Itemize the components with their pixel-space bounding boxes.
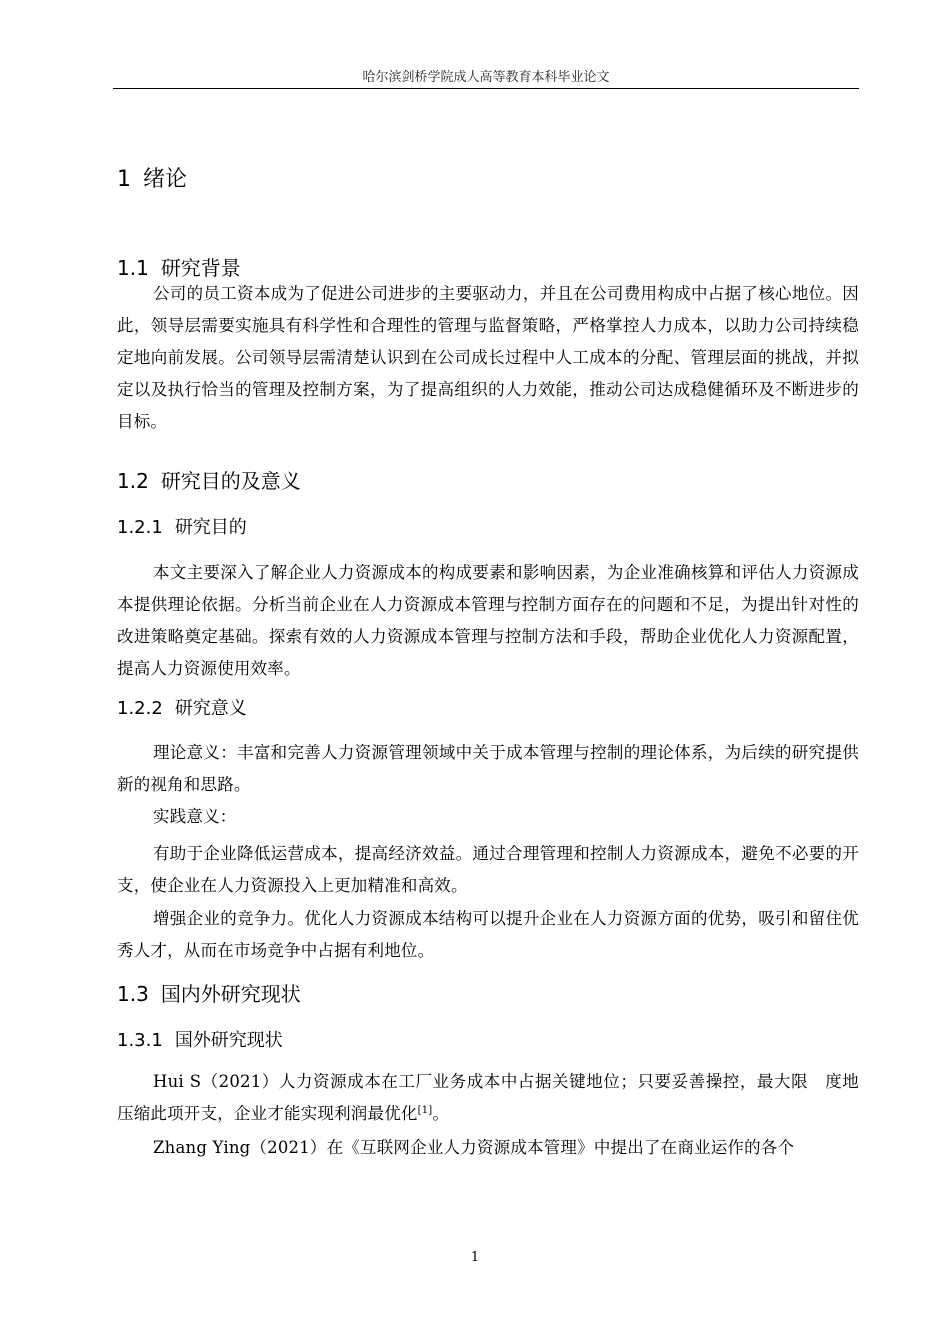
section-heading-1-3 — [117, 978, 301, 1007]
section-title: 国内外研究现状 — [160, 982, 301, 1006]
chapter-title: 绪论 — [143, 167, 188, 192]
paragraph-practice-label: 实践意义： — [153, 807, 237, 826]
section-number: 1.2 — [117, 469, 149, 493]
section-title: 研究目的及意义 — [160, 469, 301, 493]
section-title: 研究背景 — [160, 256, 241, 280]
paragraph-end: 。 — [432, 1104, 450, 1123]
citation-ref[interactable]: [1] — [417, 1105, 433, 1116]
subsection-title: 研究意义 — [174, 698, 247, 719]
paragraph-foreign-research-1 — [117, 1066, 859, 1130]
chapter-heading — [117, 162, 187, 193]
subsection-number: 1.3.1 — [117, 1030, 163, 1051]
paragraph-background: 公司的员工资本成为了促进公司进步的主要驱动力，并且在公司费用构成中占据了核心地位。因此，领导层需要实施具有科学性和合理性的管理与监督策略，严格掌控人力成本，以助力公司持续稳定地向前发展。公司领导层需清楚认识到在公司成长过程中人工成本的分配、管理层面的挑战，并拟定以及执行恰当的管理及控制方案，为了提高组织的人力效能，推动公司达成稳健循环及不断进步的目标。 — [117, 284, 859, 431]
paragraph-practice-1: 有助于企业降低运营成本，提高经济效益。通过合理管理和控制人力资源成本，避免不必要的开支，使企业在人力资源投入上更加精准和高效。 — [117, 844, 859, 895]
section-heading-1-1 — [117, 252, 241, 281]
section-heading-1-2 — [117, 465, 301, 494]
section-number: 1.3 — [117, 982, 149, 1006]
subsection-heading-1-2-1 — [117, 513, 247, 539]
page-number: 1 — [470, 1250, 480, 1265]
subsection-heading-1-2-2 — [117, 694, 247, 720]
paragraph-text: Hui S（2021）人力资源成本在工厂业务成本中占据关键地位；只要妥善操控，最大限 度地压缩此项开支，企业才能实现利润最优化 — [117, 1072, 859, 1123]
subsection-title: 研究目的 — [174, 517, 247, 538]
section-number: 1.1 — [117, 256, 149, 280]
subsection-number: 1.2.2 — [117, 698, 163, 719]
paragraph-practice-2: 增强企业的竞争力。优化人力资源成本结构可以提升企业在人力资源方面的优势，吸引和留住优秀人才，从而在市场竞争中占据有利地位。 — [117, 909, 859, 960]
chapter-number: 1 — [117, 167, 131, 192]
subsection-heading-1-3-1 — [117, 1026, 283, 1052]
subsection-title: 国外研究现状 — [174, 1030, 283, 1051]
page-header: 哈尔滨剑桥学院成人高等教育本科毕业论文 — [362, 70, 610, 85]
subsection-number: 1.2.1 — [117, 517, 163, 538]
paragraph-theory: 理论意义：丰富和完善人力资源管理领域中关于成本管理与控制的理论体系，为后续的研究提供新的视角和思路。 — [117, 743, 859, 794]
paragraph-foreign-research-2: Zhang Ying（2021）在《互联网企业人力资源成本管理》中提出了在商业运作的各个 — [153, 1138, 795, 1157]
header-divider — [113, 88, 859, 89]
paragraph-purpose: 本文主要深入了解企业人力资源成本的构成要素和影响因素，为企业准确核算和评估人力资源成本提供理论依据。分析当前企业在人力资源成本管理与控制方面存在的问题和不足，为提出针对性的改进策略奠定基础。探索有效的人力资源成本管理与控制方法和手段，帮助企业优化人力资源配置，提高人力资源使用效率。 — [117, 563, 859, 678]
